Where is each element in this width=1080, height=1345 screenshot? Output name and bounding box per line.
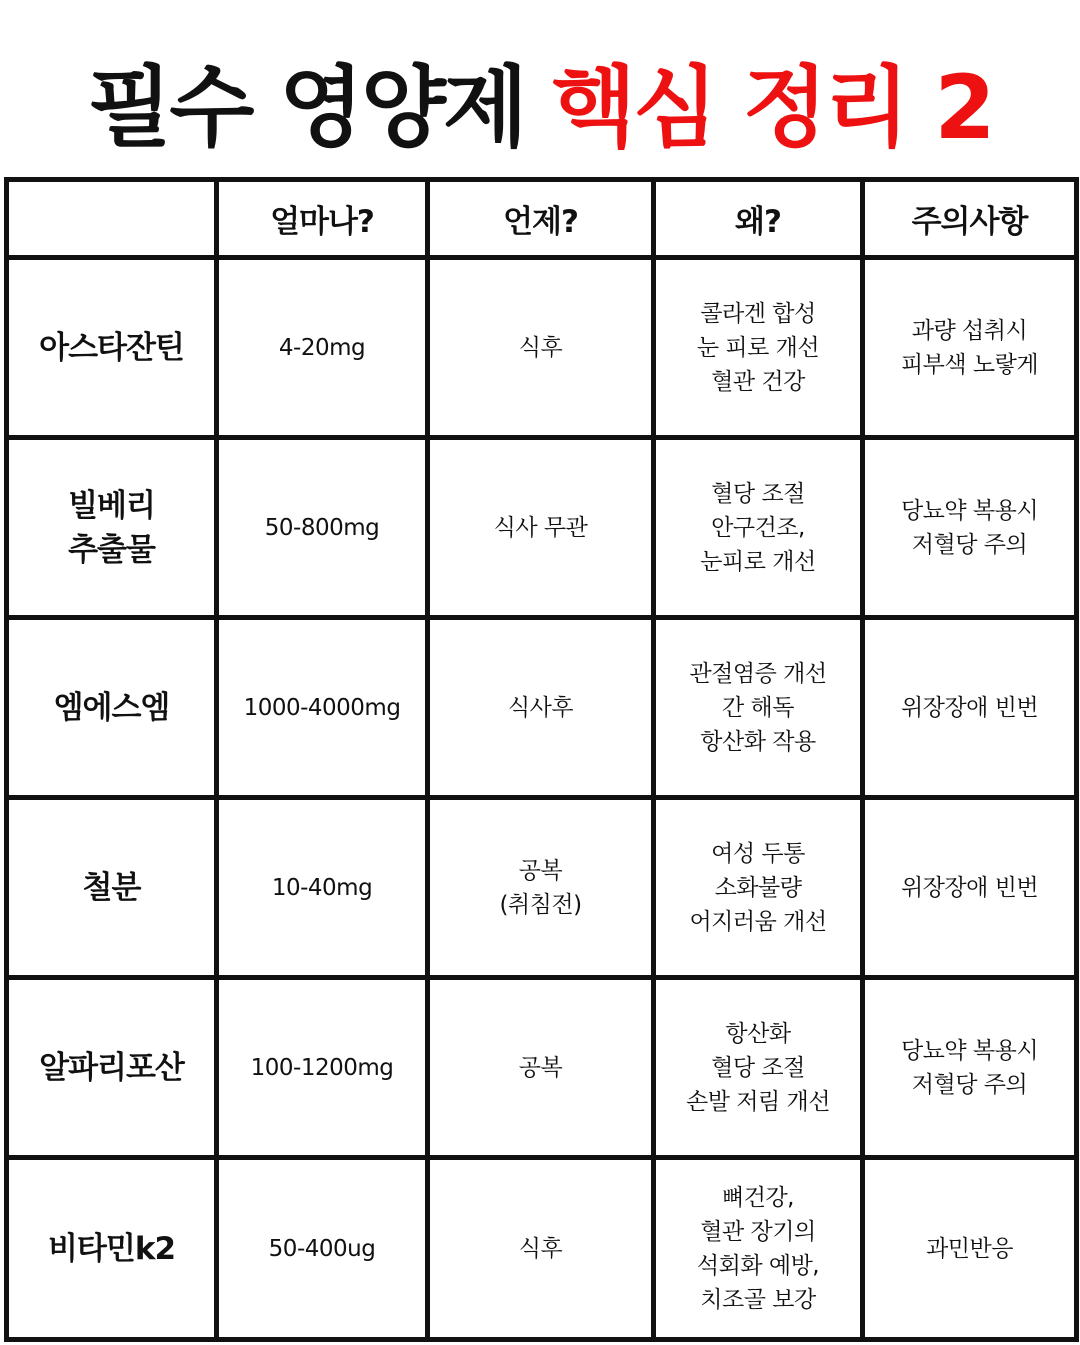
- dosage-cell: 50-400ug: [217, 1158, 428, 1340]
- table-row: [7, 618, 1077, 798]
- title-black-part: 필수 영양제: [87, 56, 526, 159]
- table-row: [7, 258, 1077, 438]
- header-blank: [7, 180, 217, 258]
- table-row: [7, 438, 1077, 618]
- benefit-cell: 혈당 조절 안구건조, 눈피로 개선: [654, 438, 863, 618]
- supplement-name: 빌베리 추출물: [7, 438, 217, 618]
- supplement-name: 철분: [7, 798, 217, 978]
- table-header-row: [7, 180, 1077, 258]
- dosage-cell: 10-40mg: [217, 798, 428, 978]
- caution-cell: 과량 섭취시 피부색 노랗게: [863, 258, 1077, 438]
- dosage-cell: 1000-4000mg: [217, 618, 428, 798]
- timing-cell: 공복 (취침전): [428, 798, 654, 978]
- benefit-cell: 뼈건강, 혈관 장기의 석회화 예방, 치조골 보강: [654, 1158, 863, 1340]
- caution-cell: 위장장애 빈번: [863, 618, 1077, 798]
- title-red-part: 핵심 정리 2: [551, 56, 993, 159]
- table-row: [7, 1158, 1077, 1340]
- header-when: 언제?: [428, 180, 654, 258]
- caution-cell: 위장장애 빈번: [863, 798, 1077, 978]
- header-caution: 주의사항: [863, 180, 1077, 258]
- table-row: [7, 798, 1077, 978]
- timing-cell: 공복: [428, 978, 654, 1158]
- caution-cell: 과민반응: [863, 1158, 1077, 1340]
- header-amount: 얼마나?: [217, 180, 428, 258]
- timing-cell: 식사 무관: [428, 438, 654, 618]
- benefit-cell: 여성 두통 소화불량 어지러움 개선: [654, 798, 863, 978]
- benefit-cell: 항산화 혈당 조절 손발 저림 개선: [654, 978, 863, 1158]
- timing-cell: 식후: [428, 258, 654, 438]
- caution-cell: 당뇨약 복용시 저혈당 주의: [863, 978, 1077, 1158]
- benefit-cell: 관절염증 개선 간 해독 항산화 작용: [654, 618, 863, 798]
- supplement-name: 알파리포산: [7, 978, 217, 1158]
- supplement-table: [4, 177, 1079, 1342]
- caution-cell: 당뇨약 복용시 저혈당 주의: [863, 438, 1077, 618]
- header-why: 왜?: [654, 180, 863, 258]
- dosage-cell: 50-800mg: [217, 438, 428, 618]
- supplement-name: 아스타잔틴: [7, 258, 217, 438]
- timing-cell: 식사후: [428, 618, 654, 798]
- benefit-cell: 콜라겐 합성 눈 피로 개선 혈관 건강: [654, 258, 863, 438]
- table-row: [7, 978, 1077, 1158]
- supplement-name: 비타민k2: [7, 1158, 217, 1340]
- dosage-cell: 100-1200mg: [217, 978, 428, 1158]
- page-title: [0, 36, 1080, 166]
- dosage-cell: 4-20mg: [217, 258, 428, 438]
- supplement-name: 엠에스엠: [7, 618, 217, 798]
- timing-cell: 식후: [428, 1158, 654, 1340]
